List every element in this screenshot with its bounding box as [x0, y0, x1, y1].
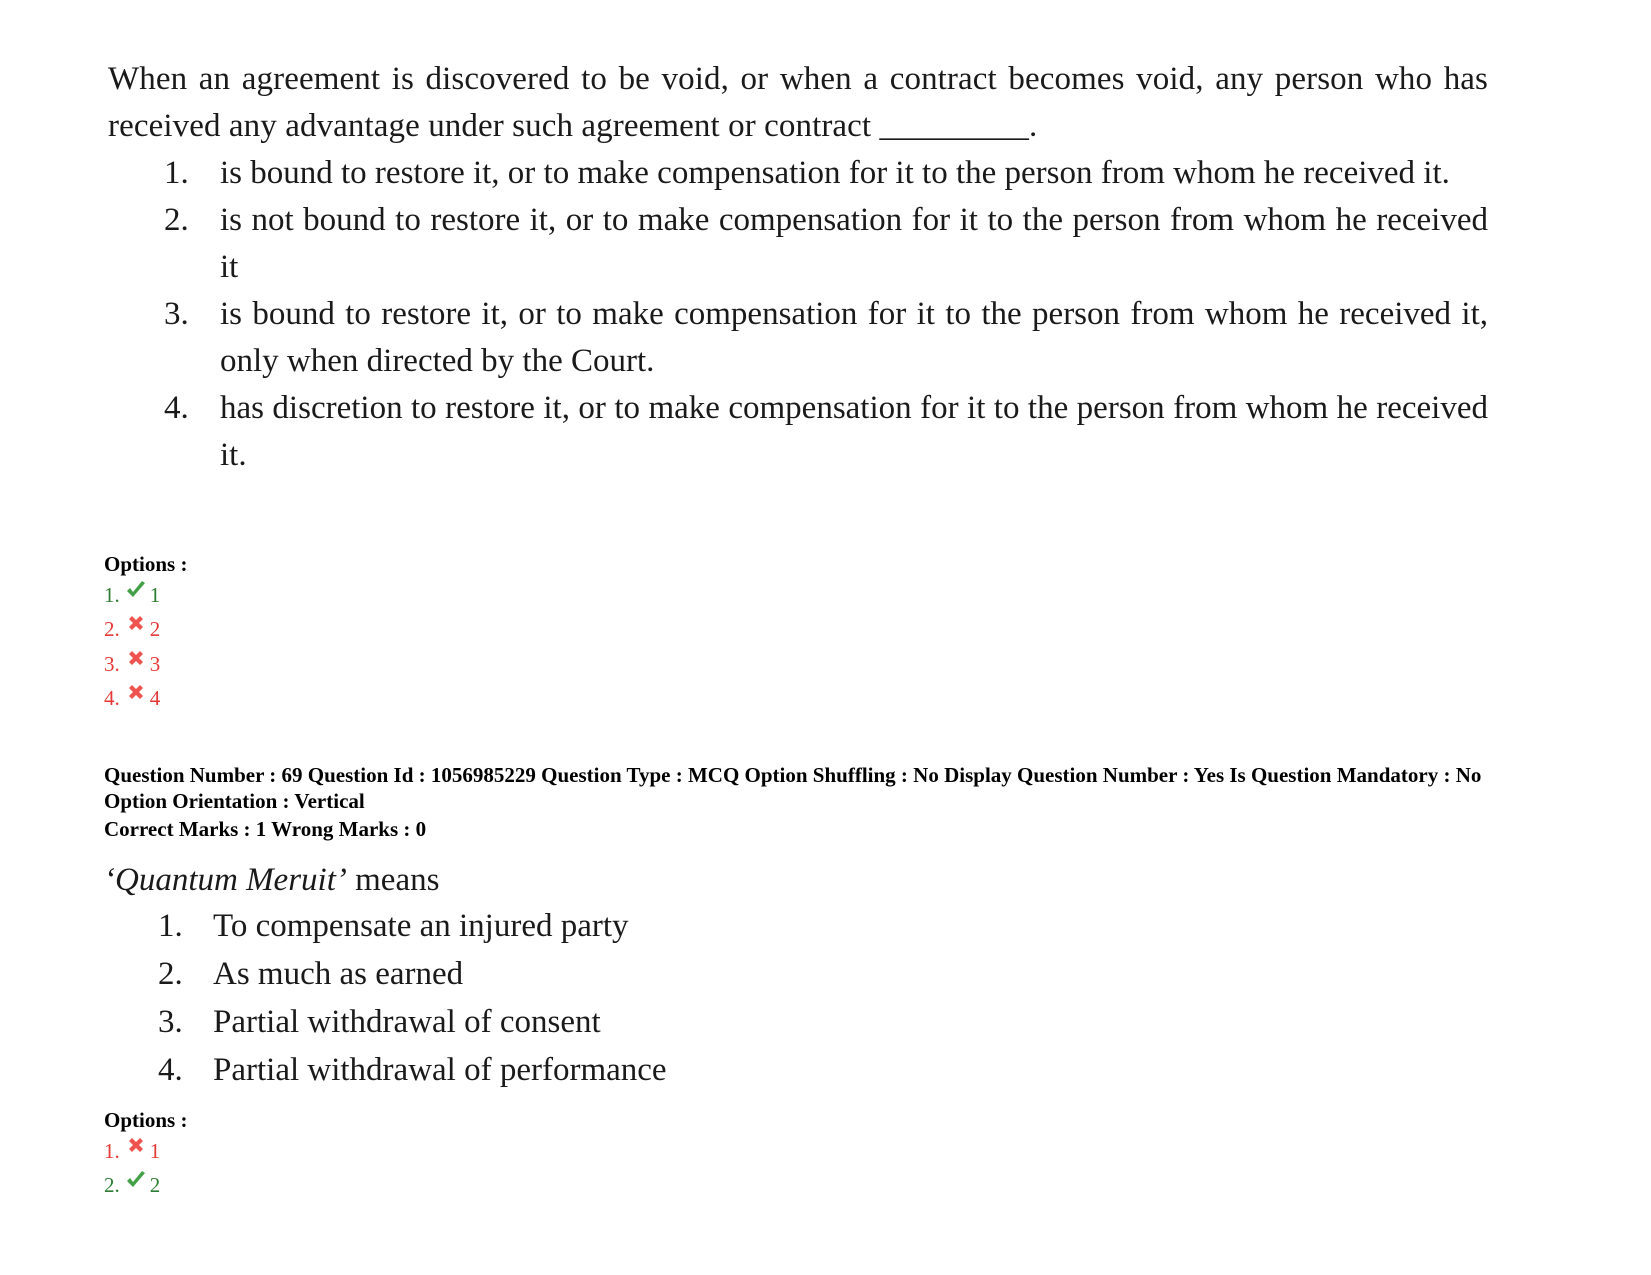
answer-row-2 [104, 1170, 160, 1200]
answer-value: 4 [149, 686, 161, 710]
question-69-image [104, 858, 904, 1094]
option-text: is bound to restore it, or to make compensation for it to the person from whom he received it. [220, 155, 1450, 191]
answer-index: 2. [104, 1173, 120, 1197]
option-text: has discretion to restore it, or to make compensation for it to the person from whom he received it. [220, 390, 1488, 473]
cross-icon [125, 1135, 147, 1157]
option-number: 3. [158, 1004, 183, 1040]
answer-row-1 [104, 580, 160, 610]
option-number: 1. [164, 155, 189, 191]
answer-value: 3 [149, 652, 161, 676]
check-icon [125, 579, 147, 601]
option-text: Partial withdrawal of consent [213, 1004, 601, 1040]
answer-row-4 [104, 683, 160, 713]
option-number: 1. [158, 908, 183, 944]
question-68-option-3 [108, 291, 1488, 385]
check-icon [125, 1169, 147, 1191]
option-number: 4. [164, 390, 189, 426]
option-text: To compensate an injured party [213, 908, 629, 944]
stem-italic-term: ‘Quantum Meruit’ [104, 862, 347, 898]
question-69-marks: Correct Marks : 1 Wrong Marks : 0 [104, 817, 427, 841]
question-69-option-list [104, 902, 904, 1094]
stem-rest: means [346, 862, 440, 898]
question-68-stem: When an agreement is discovered to be void, or when a contract becomes void, any person who has received any advantage under such agreement or contract _________. [108, 61, 1488, 144]
answer-row-1 [104, 1136, 160, 1166]
question-68-option-4 [108, 385, 1488, 479]
answer-value: 1 [149, 583, 161, 607]
answer-index: 4. [104, 686, 120, 710]
cross-icon [125, 648, 147, 670]
answer-value: 2 [149, 617, 161, 641]
option-number: 2. [158, 956, 183, 992]
question-68-option-1 [108, 150, 1488, 197]
options-label: Options : [104, 1108, 188, 1132]
option-number: 2. [164, 202, 189, 238]
question-68-option-2 [108, 197, 1488, 291]
option-text: As much as earned [213, 956, 464, 992]
answer-index: 1. [104, 583, 120, 607]
question-69-option-4 [104, 1046, 904, 1094]
option-text: is not bound to restore it, or to make compensation for it to the person from whom he received it [220, 202, 1488, 285]
cross-icon [125, 682, 147, 704]
cross-icon [125, 613, 147, 635]
answer-row-2 [104, 614, 160, 644]
question-68-option-list [108, 150, 1488, 479]
option-text: Partial withdrawal of performance [213, 1052, 667, 1088]
question-69-meta: Question Number : 69 Question Id : 1056985229 Question Type : MCQ Option Shuffling : No Display Question Number : Yes Is Question Mandatory : No Option Orientation : Vertical [104, 763, 1482, 813]
answer-value: 2 [149, 1173, 161, 1197]
question-69-stem [104, 858, 904, 902]
options-label: Options : [104, 552, 188, 576]
answer-index: 1. [104, 1139, 120, 1163]
option-number: 4. [158, 1052, 183, 1088]
question-68-image [108, 56, 1488, 479]
answer-index: 3. [104, 652, 120, 676]
question-69-option-3 [104, 998, 904, 1046]
answer-index: 2. [104, 617, 120, 641]
question-69-option-1 [104, 902, 904, 950]
answer-row-3 [104, 649, 160, 679]
option-number: 3. [164, 296, 189, 332]
question-69-option-2 [104, 950, 904, 998]
answer-value: 1 [149, 1139, 161, 1163]
option-text: is bound to restore it, or to make compensation for it to the person from whom he received it, only when directed by the Court. [220, 296, 1488, 379]
